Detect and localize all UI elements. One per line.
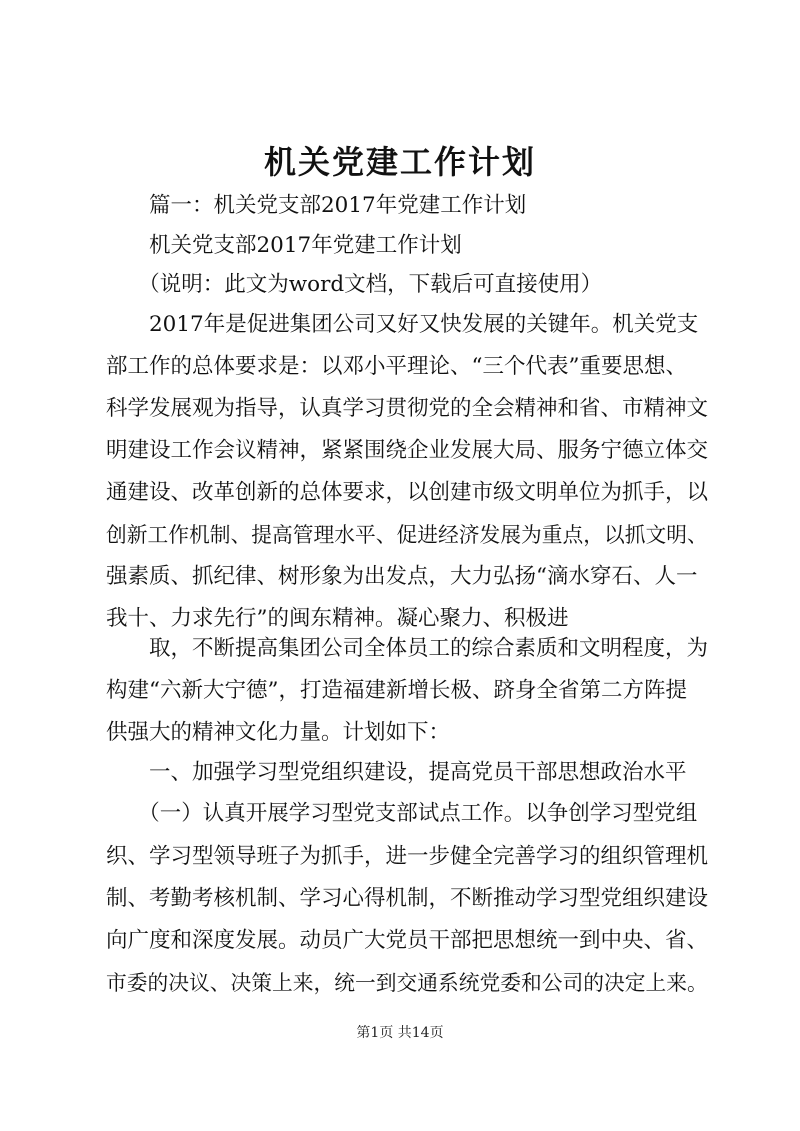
body-line: 供强大的精神文化力量。计划如下： (106, 720, 451, 745)
body-line: 构建“六新大宁德”，打造福建新增长极、跻身全省第二方阵提 (106, 678, 687, 703)
body-line: 强素质、抓纪律、树形象为出发点，大力弘扬“滴水穿石、人一 (106, 564, 698, 589)
body-line: 织、学习型领导班子为抓手，进一步健全完善学习的组织管理机 (106, 844, 709, 869)
body-line: 机关党支部2017年党建工作计划 (106, 233, 462, 258)
body-line: 向广度和深度发展。动员广大党员干部把思想统一到中央、省、 (106, 928, 709, 953)
body-line: 一、加强学习型党组织建设，提高党员干部思想政治水平 (106, 760, 687, 785)
body-line: 部工作的总体要求是：以邓小平理论、“三个代表”重要思想、 (106, 354, 687, 379)
document-title: 机关党建工作计划 (263, 143, 536, 181)
page-footer: 第1页 共14页 (356, 1025, 444, 1041)
body-line: 市委的决议、决策上来，统一到交通系统党委和公司的决定上来。 (106, 971, 708, 995)
body-line: 制、考勤考核机制、学习心得机制，不断推动学习型党组织建设 (106, 886, 709, 911)
body-line: 科学发展观为指导，认真学习贯彻党的全会精神和省、市精神文 (106, 396, 709, 421)
body-line: 2017年是促进集团公司又好又快发展的关键年。机关党支 (106, 312, 699, 337)
body-line: 通建设、改革创新的总体要求，以创建市级文明单位为抓手，以 (106, 480, 709, 505)
body-line: 明建设工作会议精神，紧紧围绕企业发展大局、服务宁德立体交 (106, 438, 709, 463)
body-line: （一）认真开展学习型党支部试点工作。以争创学习型党组 (106, 801, 698, 826)
body-line: （说明：此文为word文档，下载后可直接使用） (106, 272, 603, 297)
body-line: 取，不断提高集团公司全体员工的综合素质和文明程度，为 (106, 636, 709, 661)
body-line: 创新工作机制、提高管理水平、促进经济发展为重点，以抓文明、 (106, 523, 708, 547)
body-line: 篇一：机关党支部2017年党建工作计划 (106, 193, 527, 218)
body-line: 我十、力求先行”的闽东精神。凝心聚力、积极进 (106, 606, 569, 631)
